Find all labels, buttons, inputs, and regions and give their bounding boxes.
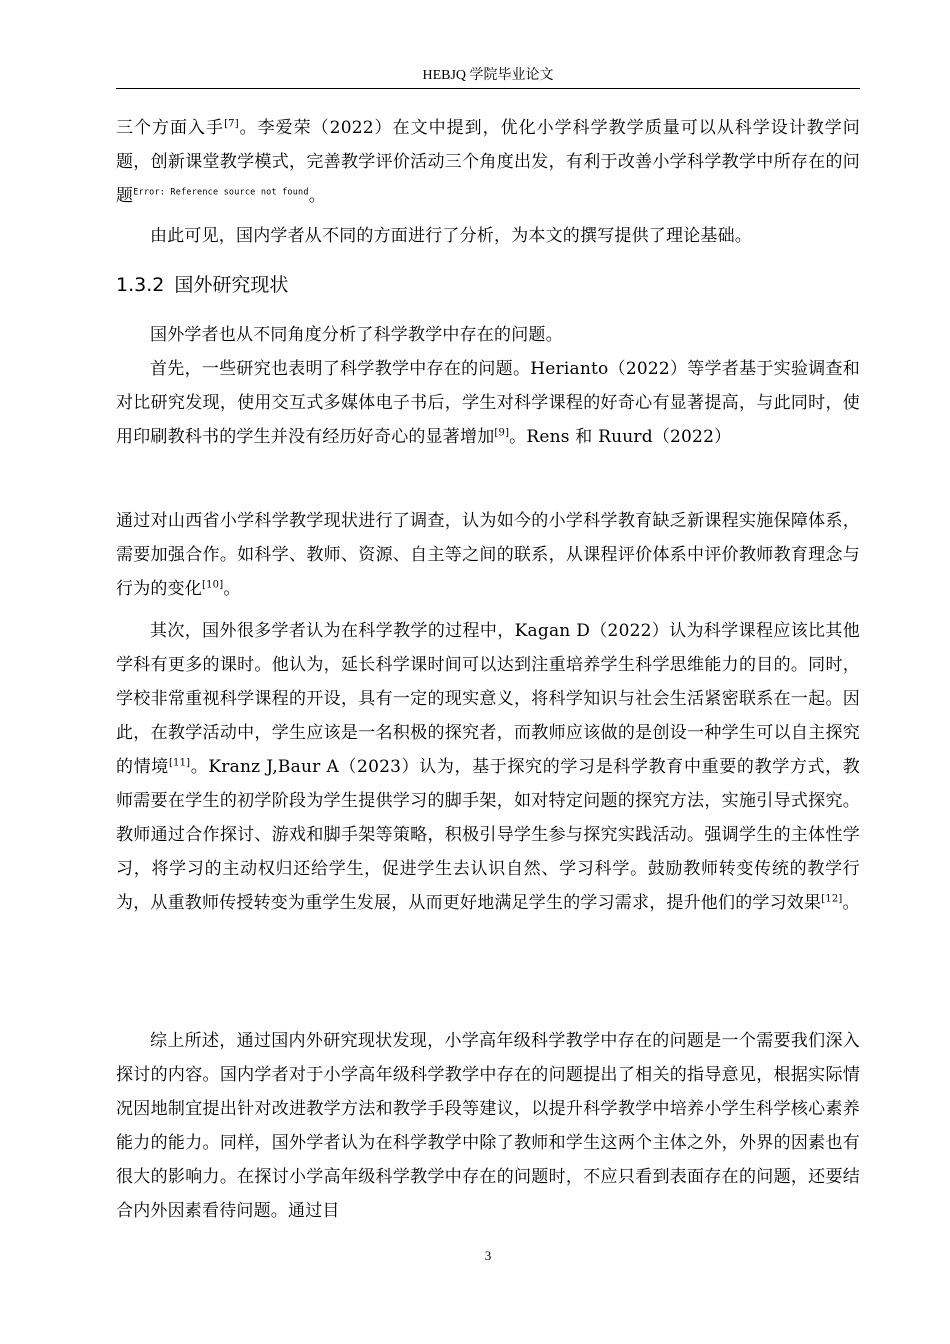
citation-ref: [10] [202,579,224,591]
paragraph-first [116,352,860,454]
paragraph-shanxi-survey [116,504,860,606]
paragraph-text: 首先，一些研究也表明了科学教学中存在的问题。Herianto（2022）等学者基于实验调查和对比研究发现，使用交互式多媒体电子书后，学生对科学课程的好奇心有显著提高，与此同时，使用印刷教科书的学生并没有经历好奇心的显著增加 [116,359,860,447]
paragraph-text: 其次，国外很多学者认为在科学教学的过程中，Kagan D（2022）认为科学课程应该比其他学科有更多的课时。他认为，延长科学课时间可以达到注重培养学生科学思维能力的目的。同时，学校非常重视科学课程的开设，具有一定的现实意义，将科学知识与社会生活紧密联系在一起。因此，在教学活动中，学生应该是一名积极的探究者，而教师应该做的是创设一种学生可以自主探究的情境 [116,621,860,777]
paragraph-text: 。 [308,186,326,206]
page-number: 3 [484,1248,492,1263]
citation-ref: [7] [224,118,239,130]
paragraph-second [116,614,860,920]
section-heading [116,270,288,300]
reference-error: Error: Reference source not found [133,187,309,198]
header-rule [116,88,860,89]
paragraph-text: 。Kranz J,Baur A（2023）认为，基于探究的学习是科学教育中重要的教学方式，教师需要在学生的初学阶段为学生提供学习的脚手架，如对特定问题的探究方法，实施引导式探究。教师通过合作探讨、游戏和脚手架等策略，积极引导学生参与探究实践活动。强调学生的主体性学习，将学习的主动权归还给学生，促进学生去认识自然、学习科学。鼓励教师转变传统的教学行为，从重教师传授转变为重学生发展，从而更好地满足学生的学习需求，提升他们的学习效果 [116,757,860,913]
citation-ref: [9] [494,427,510,439]
paragraph-conclusion-domestic: 由此可见，国内学者从不同的方面进行了分析，为本文的撰写提供了理论基础。 [150,226,752,246]
paragraph-text: 。李爱荣（2022）在文中提到，优化小学科学教学质量可以从科学设计教学问题，创新课堂教学模式，完善教学评价活动三个角度出发，有利于改善小学科学教学中所存在的问题 [116,118,860,206]
running-header: HEBJQ 学院毕业论文 [422,68,554,83]
citation-ref: [12] [821,893,843,905]
paragraph-domestic-summary [116,111,860,213]
paragraph-summary: 综上所述，通过国内外研究现状发现，小学高年级科学教学中存在的问题是一个需要我们深入探讨的内容。国内学者对于小学高年级科学教学中存在的问题提出了相关的指导意见，根据实际情况因地制宜提出针对改进教学方法和教学手段等建议，以提升科学教学中培养小学生科学核心素养能力的能力。同样，国外学者认为在科学教学中除了教师和学生这两个主体之外，外界的因素也有很大的影响力。在探讨小学高年级科学教学中存在的问题时，不应只看到表面存在的问题，还要结合内外因素看待问题。通过目 [116,1031,860,1221]
paragraph-text: 。 [842,893,860,913]
section-title: 国外研究现状 [174,274,289,296]
paragraph-text: 三个方面入手 [116,118,225,138]
paragraph-foreign-intro: 国外学者也从不同角度分析了科学教学中存在的问题。 [150,325,563,345]
citation-ref: [11] [168,757,191,769]
section-number: 1.3.2 [116,274,165,296]
paragraph-text: 通过对山西省小学科学教学现状进行了调查，认为如今的小学科学教育缺乏新课程实施保障体系，需要加强合作。如科学、教师、资源、自主等之间的联系，从课程评价体系中评价教师教育理念与行为的变化 [116,511,860,599]
paragraph-text: 。Rens 和 Ruurd（2022） [509,427,732,447]
paragraph-text: 。 [223,579,241,599]
